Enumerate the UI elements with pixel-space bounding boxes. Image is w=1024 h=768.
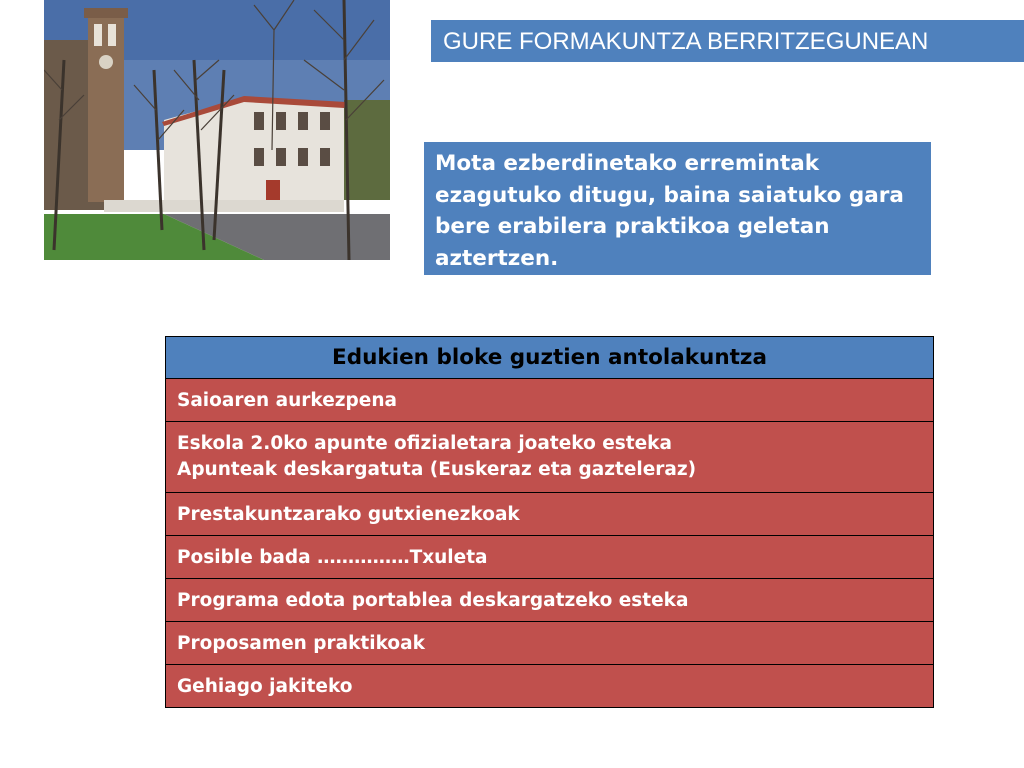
- contents-table: [165, 336, 934, 708]
- row-eskola-apunteak-links[interactable]: [166, 422, 934, 493]
- row-programa-deskarga-link[interactable]: [166, 579, 934, 622]
- page-title: [431, 20, 1024, 62]
- table-row: [166, 379, 934, 422]
- row-label: Eskola 2.0ko apunte ofizialetara joateko esteka: [177, 433, 672, 454]
- row-prestakuntzarako-gutxienezkoak[interactable]: [166, 493, 934, 536]
- row-txuleta[interactable]: [166, 536, 934, 579]
- table-row: [166, 665, 934, 708]
- table-row: [166, 536, 934, 579]
- row-label: Prestakuntzarako gutxienezkoak: [177, 503, 520, 525]
- intro-text-box: [424, 142, 931, 275]
- row-label: Saioaren aurkezpena: [177, 389, 397, 411]
- row-label: Gehiago jakiteko: [177, 675, 353, 697]
- row-proposamen-praktikoak[interactable]: [166, 622, 934, 665]
- page-title-text: GURE FORMAKUNTZA BERRITZEGUNEAN: [443, 28, 929, 55]
- table-row: [166, 422, 934, 493]
- berritzegune-building-photo: [44, 0, 390, 260]
- row-gehiago-jakiteko[interactable]: [166, 665, 934, 708]
- contents-table-header: Edukien bloke guztien antolakuntza: [166, 337, 934, 379]
- contents-table-header-row: [166, 337, 934, 379]
- row-label: Posible bada ……………Txuleta: [177, 546, 488, 568]
- intro-text: Mota ezberdinetako erremintak ezagutuko ditugu, baina saiatuko gara bere erabilera praktikoa geletan aztertzen.: [435, 151, 904, 271]
- table-row: [166, 579, 934, 622]
- row-label: Apunteak deskargatuta (Euskeraz eta gazteleraz): [177, 459, 697, 480]
- row-label: Programa edota portablea deskargatzeko esteka: [177, 589, 689, 611]
- table-row: [166, 493, 934, 536]
- row-saioaren-aurkezpena[interactable]: [166, 379, 934, 422]
- table-row: [166, 622, 934, 665]
- row-label: Proposamen praktikoak: [177, 632, 425, 654]
